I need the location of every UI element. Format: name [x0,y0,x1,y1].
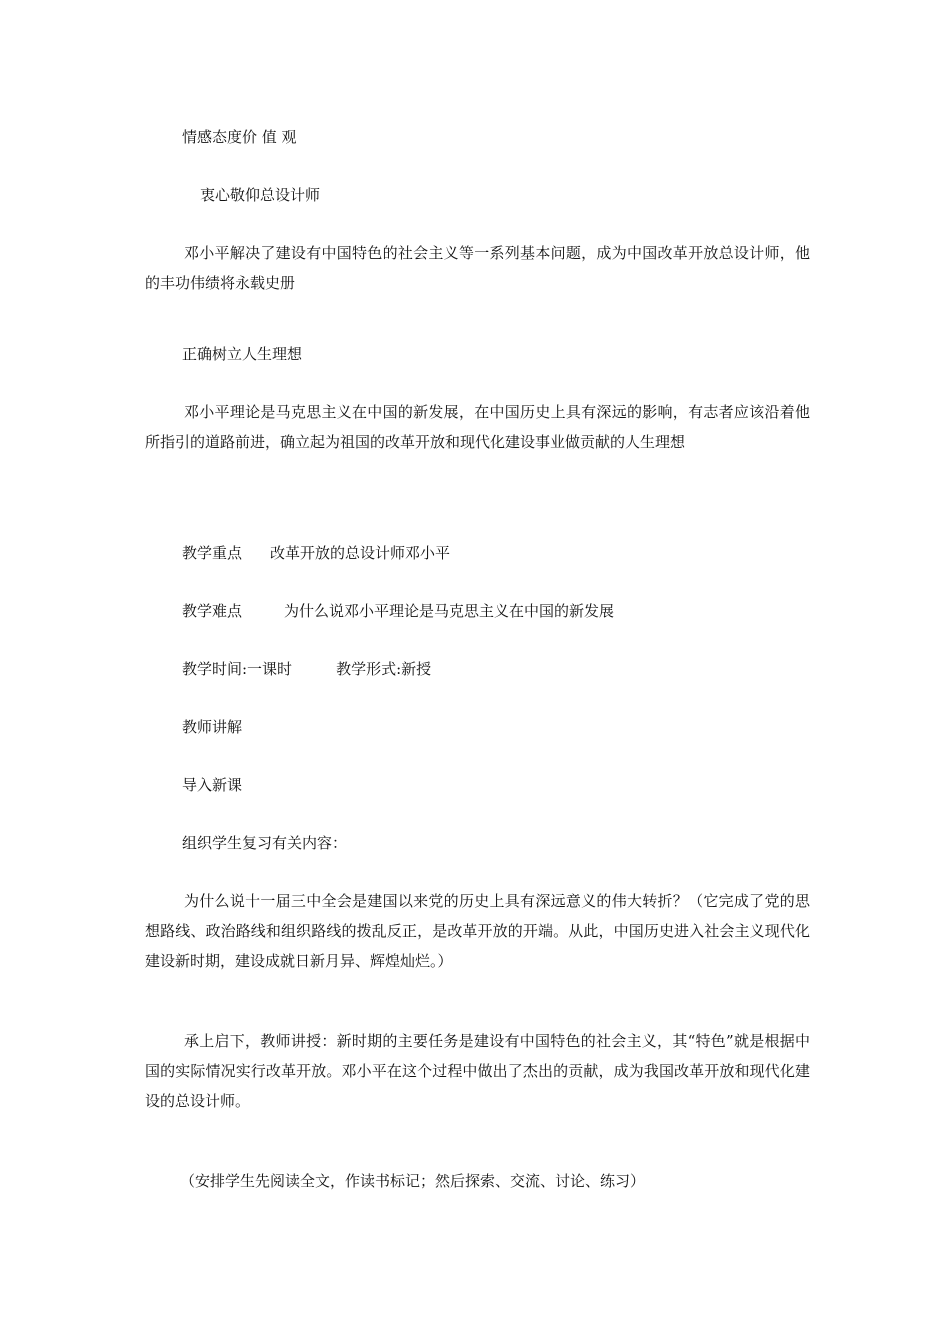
heading-values: 情感态度价 值 观 [182,128,297,146]
teacher-explain: 教师讲解 [182,718,243,736]
difficulty-value: 为什么说邓小平理论是马克思主义在中国的新发展 [284,602,615,620]
time-form-row [182,654,431,684]
review-prompt: 组织学生复习有关内容： [182,834,348,852]
paragraph-question: 为什么说十一届三中全会是建国以来党的历史上具有深远意义的伟大转折？（它完成了党的思想路线、政治路线和组织路线的拨乱反正，是改革开放的开端。从此，中国历史进入社会主义现代化建设新时期，建设成就日新月异、辉煌灿烂。） [145,892,810,970]
intro-new-lesson: 导入新课 [182,776,243,794]
arrangement-note: （安排学生先阅读全文，作读书标记；然后探索、交流、讨论、练习） [180,1172,646,1190]
difficulty-row [182,596,614,626]
subheading-respect: 衷心敬仰总设计师 [200,186,321,204]
key-point-row [182,538,450,568]
subheading-ideal: 正确树立人生理想 [182,345,303,363]
paragraph-ideal: 邓小平理论是马克思主义在中国的新发展，在中国历史上具有深远的影响，有志者应该沿着他所指引的道路前进，确立起为祖国的改革开放和现代化建设事业做贡献的人生理想 [145,403,810,451]
paragraph-transition: 承上启下，教师讲授：新时期的主要任务是建设有中国特色的社会主义，其“特色”就是根据中国的实际情况实行改革开放。邓小平在这个过程中做出了杰出的贡献，成为我国改革开放和现代化建设的总设计师。 [145,1032,810,1110]
key-point-label: 教学重点 [182,544,243,562]
form-label: 教学形式:新授 [336,660,432,678]
difficulty-label: 教学难点 [182,602,243,620]
key-point-value: 改革开放的总设计师邓小平 [270,544,451,562]
paragraph-respect: 邓小平解决了建设有中国特色的社会主义等一系列基本问题，成为中国改革开放总设计师，他的丰功伟绩将永载史册 [145,244,810,292]
time-label: 教学时间:一课时 [182,660,293,678]
